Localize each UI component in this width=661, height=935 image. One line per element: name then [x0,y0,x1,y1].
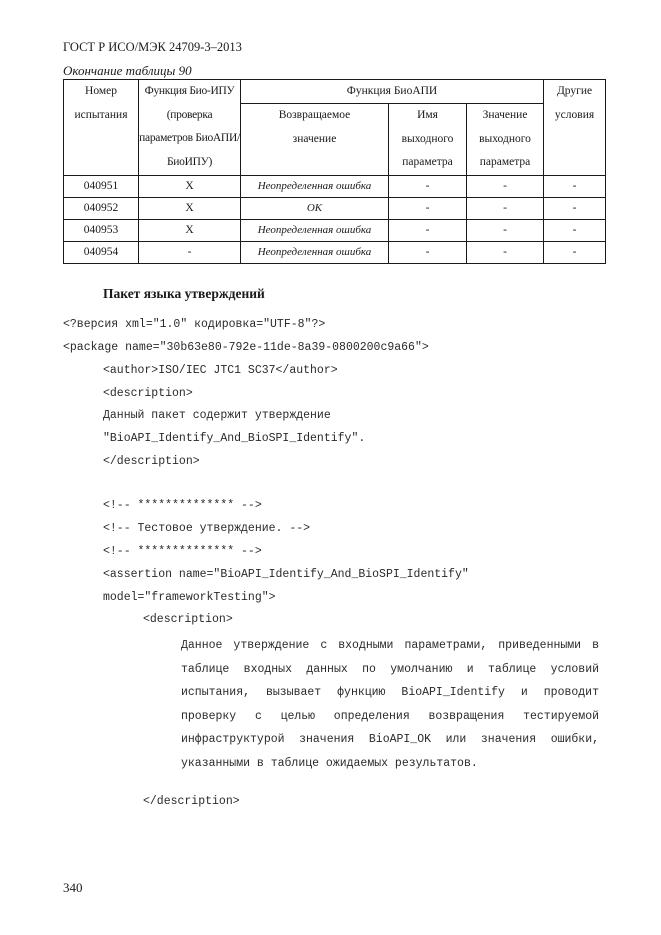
code-line-description-text-2: "BioAPI_Identify_And_BioSPI_Identify". [103,432,366,445]
code-line-description-open: <description> [103,387,193,400]
code-line-package-open: <package name="30b63e80-792e-11de-8a39-0800200c9a66"> [63,341,429,354]
page-number: 340 [63,880,83,895]
code-line-assertion-model: model="frameworkTesting"> [103,591,276,604]
cell-param-value: - [467,197,544,219]
header-test-number: Номер испытания [64,80,139,176]
cell-return-value: OK [241,197,389,219]
table-caption: Окончание таблицы 90 [63,63,192,78]
cell-return-value: Неопределенная ошибка [241,219,389,241]
cell-return-value: Неопределенная ошибка [241,175,389,197]
standard-designation: ГОСТ Р ИСО/МЭК 24709-3–2013 [63,40,242,54]
table-row [64,241,606,263]
header-bioapi-function: Функция БиоАПИ [241,80,544,104]
cell-param-value: - [467,219,544,241]
code-line-assertion-open: <assertion name="BioAPI_Identify_And_BioSPI_Identify" [103,568,469,581]
code-line-comment-stars: <!-- ************** --> [103,499,262,512]
cell-other: - [544,197,606,219]
cell-bio-ipu: X [139,197,241,219]
header-output-param-value: Значение выходного параметра [467,104,544,176]
cell-param-value: - [467,241,544,263]
cell-number: 040952 [64,197,139,219]
table-row [64,219,606,241]
code-line-inner-description-open: <description> [143,613,233,626]
cell-bio-ipu: X [139,219,241,241]
cell-param-value: - [467,175,544,197]
cell-param-name: - [389,219,467,241]
code-line-xml-declaration: <?версия xml="1.0" кодировка="UTF-8"?> [63,318,326,331]
header-other-conditions: Другие условия [544,80,606,176]
code-line-author: <author>ISO/IEC JTC1 SC37</author> [103,364,338,377]
code-line-comment-stars-2: <!-- ************** --> [103,545,262,558]
cell-param-name: - [389,175,467,197]
cell-number: 040954 [64,241,139,263]
code-line-comment-test-assertion: <!-- Тестовое утверждение. --> [103,522,311,535]
header-output-param-name: Имя выходного параметра [389,104,467,176]
cell-bio-ipu: - [139,241,241,263]
cell-number: 040953 [64,219,139,241]
section-title: Пакет языка утверждений [103,286,265,301]
table-row [64,175,606,197]
cell-param-name: - [389,241,467,263]
cell-param-name: - [389,197,467,219]
header-return-value: Возвращаемое значение [241,104,389,176]
code-line-description-text: Данный пакет содержит утверждение [103,409,331,422]
table-row [64,197,606,219]
code-line-inner-description-close: </description> [143,795,240,808]
code-line-description-close: </description> [103,455,200,468]
cell-other: - [544,219,606,241]
assertion-description-paragraph: Данное утверждение с входными параметрами, приведенными в таблице входных данных по умолчанию и таблице условий испытания, вызывает функцию BioAPI_Identify и проводит проверку с целью определения возвращения тестируемой инфраструктурой значения BioAPI_OK или значения ошибки, указанными в таблице ожидаемых результатов. [181,639,599,770]
cell-other: - [544,175,606,197]
cell-other: - [544,241,606,263]
results-table [63,79,606,264]
cell-number: 040951 [64,175,139,197]
header-bio-ipu-function: Функция Био-ИПУ (проверка параметров БиоАПИ/БиоИПУ) [139,80,241,176]
cell-return-value: Неопределенная ошибка [241,241,389,263]
table-header-row-1 [64,80,606,104]
cell-bio-ipu: X [139,175,241,197]
